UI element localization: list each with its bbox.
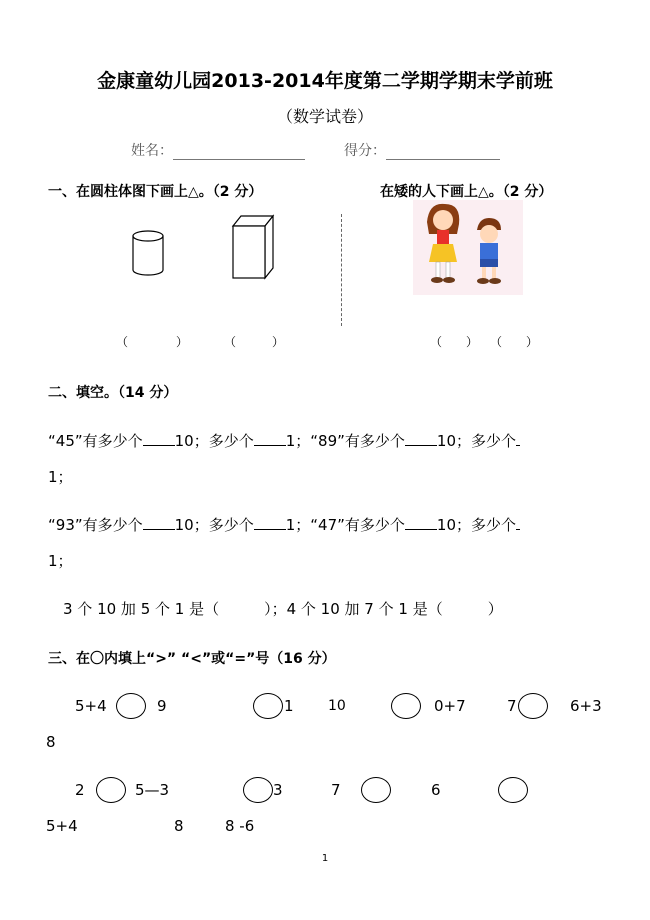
page-title: 金康童幼儿园2013-2014年度第二学期学期末学前班: [97, 70, 553, 92]
q1-blank-3[interactable]: [405, 431, 437, 446]
q2-part-a: “93”有多少个: [48, 516, 143, 534]
compare-r1-c: 1: [284, 697, 294, 715]
name-field: [131, 140, 305, 160]
cuboid-icon: [228, 212, 276, 280]
compare-r2-f: 5+4: [46, 817, 78, 835]
q2-blank-1[interactable]: [143, 515, 175, 530]
q2-part-c: 1；“47”有多少个: [285, 516, 405, 534]
compare-circle-6[interactable]: [243, 777, 273, 803]
section3-heading: 三、在〇内填上“>” “<”或“=”号（16 分）: [48, 651, 336, 667]
q1-blank-2[interactable]: [254, 431, 286, 446]
page-number: 1: [321, 853, 329, 864]
answer-paren-girl[interactable]: （ ）: [430, 335, 479, 349]
score-label: 得分：: [344, 143, 386, 159]
score-field: [344, 140, 500, 160]
cylinder-icon: [128, 228, 168, 280]
answer-paren-cuboid[interactable]: （ ）: [224, 335, 285, 349]
compare-r2-e: 6: [431, 781, 441, 799]
compare-r1-g: 6+3: [570, 697, 602, 715]
q2-continuation: 1；: [48, 552, 73, 570]
compare-r1-e: 0+7: [434, 697, 466, 715]
compare-circle-4[interactable]: [518, 693, 548, 719]
compare-circle-7[interactable]: [361, 777, 391, 803]
compare-r2-h: 8 -6: [225, 817, 255, 835]
fill-question-2: [48, 514, 520, 535]
compare-r1-b: 9: [157, 697, 167, 715]
compare-circle-5[interactable]: [96, 777, 126, 803]
compare-r1-h: 8: [46, 733, 56, 751]
compare-r2-g: 8: [174, 817, 184, 835]
q1-part-b: 10；多少个: [174, 432, 254, 450]
compare-r1-f: 7: [507, 697, 517, 715]
name-label: 姓名：: [131, 143, 173, 159]
section1-left-heading: 一、在圆柱体图下画上△。（2 分）: [48, 184, 263, 200]
name-line[interactable]: [173, 145, 305, 160]
fill-question-1: [48, 430, 520, 451]
children-illustration: [413, 200, 523, 295]
compare-r2-b: 5—3: [135, 781, 170, 799]
compare-r2-d: 7: [331, 781, 341, 799]
q1-part-d: 10；多少个: [436, 432, 517, 450]
compare-circle-8[interactable]: [498, 777, 528, 803]
compare-r1-d: 10: [328, 698, 346, 714]
q2-part-d: 10；多少个: [436, 516, 517, 534]
compare-circle-1[interactable]: [116, 693, 146, 719]
q1-blank-4[interactable]: [516, 431, 520, 446]
q2-blank-3[interactable]: [405, 515, 437, 530]
compare-r2-c: 3: [273, 781, 283, 799]
compare-circle-2[interactable]: [253, 693, 283, 719]
q1-part-a: “45”有多少个: [48, 432, 143, 450]
answer-paren-cylinder[interactable]: （ ）: [116, 335, 189, 349]
section2-heading: 二、填空。（14 分）: [48, 385, 178, 401]
compare-r1-a: 5+4: [75, 697, 107, 715]
section-divider: [341, 214, 342, 326]
score-line[interactable]: [386, 145, 500, 160]
compare-circle-3[interactable]: [391, 693, 421, 719]
page-subtitle: （数学试卷）: [276, 107, 373, 126]
q1-part-c: 1；“89”有多少个: [285, 432, 405, 450]
answer-paren-boy[interactable]: （ ）: [490, 335, 539, 349]
q1-continuation: 1；: [48, 468, 73, 486]
q1-blank-1[interactable]: [143, 431, 175, 446]
section1-right-heading: 在矮的人下画上△。（2 分）: [380, 184, 553, 200]
q2-blank-2[interactable]: [254, 515, 286, 530]
q2-blank-4[interactable]: [516, 515, 520, 530]
fill-question-3: 3 个 10 加 5 个 1 是（ ）；4 个 10 加 7 个 1 是（ ）: [63, 600, 503, 618]
q2-part-b: 10；多少个: [174, 516, 254, 534]
compare-r2-a: 2: [75, 781, 85, 799]
